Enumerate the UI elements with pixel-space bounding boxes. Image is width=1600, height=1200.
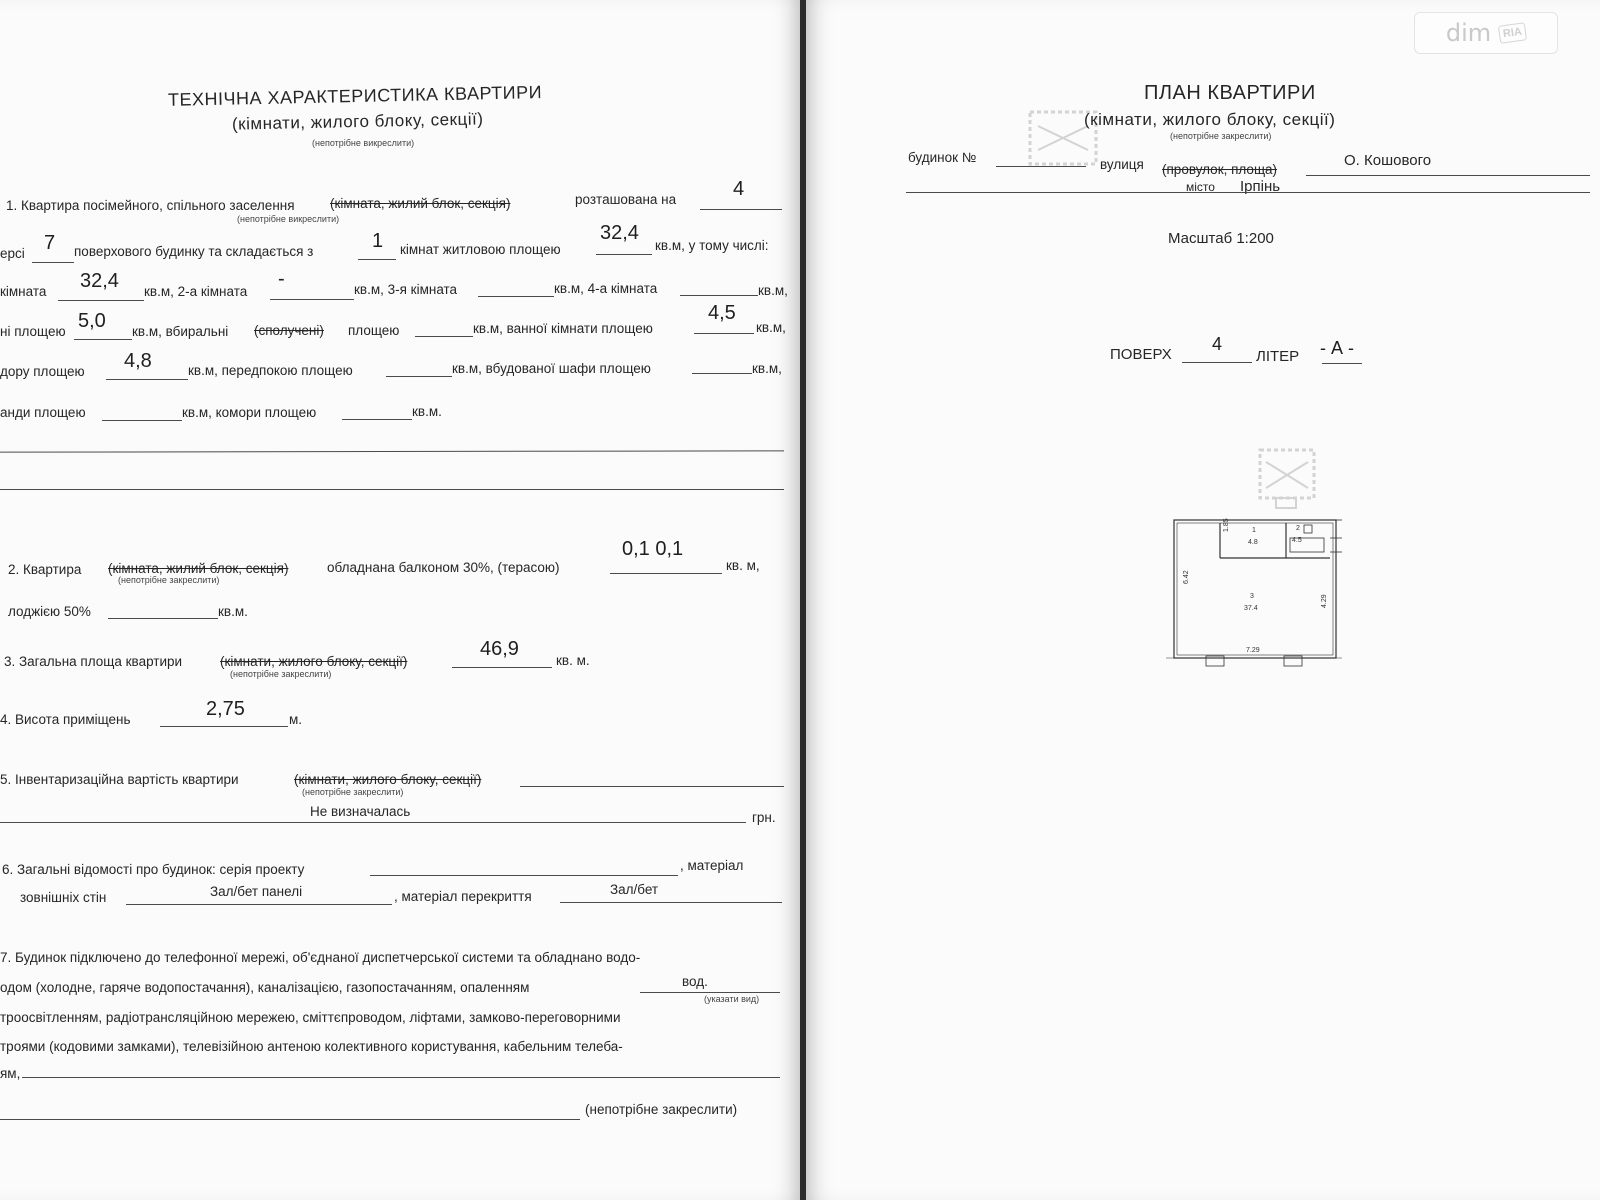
s7-heating-note: (указати вид) (704, 994, 760, 1004)
s3-note: (непотрібне закреслити) (230, 669, 332, 679)
s6-l1a: 6. Загальні відомості про будинок: серія проекту (2, 862, 305, 877)
s6-ceiling-value: Зал/бет (610, 882, 659, 897)
s1-l2a: ерсі (0, 246, 25, 261)
s7-line-1 (22, 1077, 780, 1078)
s1-l3b: кв.м, 2-а кімната (144, 284, 248, 299)
blank-line-1 (0, 450, 784, 452)
s7-l2: одом (холодне, гаряче водопостачання), каналізацією, газопостачанням, опаленням (0, 980, 530, 995)
s7-l5: ям, (0, 1066, 21, 1081)
s1-living-line (596, 254, 652, 255)
s1-wc-line (415, 336, 473, 337)
s1-l5c: кв.м, вбудованої шафи площею (452, 361, 651, 376)
s1-room2-value: - (278, 268, 285, 290)
s4-height-value: 2,75 (206, 698, 245, 720)
s2-note: (непотрібне закреслити) (118, 575, 220, 585)
s5-value: Не визначалась (310, 804, 411, 819)
plan-subtitle: (кімнати, жилого блоку, секції) (1084, 110, 1336, 129)
s2-l2b: кв.м. (218, 604, 248, 619)
s1-l5a: дору площею (0, 364, 85, 379)
dim-ria-watermark (1414, 12, 1558, 54)
s1-room2-line (270, 299, 354, 300)
floor-value: 4 (1212, 334, 1223, 354)
s7-heating-line (640, 992, 780, 993)
s1-storeys-value: 7 (44, 232, 56, 254)
liter-label: ЛІТЕР (1256, 348, 1300, 365)
s1-l4b: кв.м, вбиральні (132, 324, 229, 339)
street-value: О. Кошового (1344, 152, 1432, 169)
s1-floor-value: 4 (733, 178, 745, 200)
s1-wardrobe-line (692, 373, 752, 374)
s1-struck: (кімната, жилий блок, секція) (330, 196, 511, 211)
s1-bath-value: 4,5 (708, 302, 736, 324)
liter-value: - А - (1320, 338, 1354, 358)
liter-line (1322, 363, 1362, 364)
plan-dim-right: 4.29 (1321, 594, 1328, 608)
city-value: Ірпінь (1240, 178, 1281, 195)
s1-l3d: кв.м, 4-а кімната (554, 281, 658, 296)
s2-struck: (кімната, жилий блок, секція) (108, 561, 289, 576)
s1-kitchen-value: 5,0 (78, 310, 106, 332)
s1-storeroom-line (342, 419, 412, 420)
s1-note: (непотрібне викреслити) (237, 214, 340, 224)
street-line (1306, 175, 1590, 176)
s4-unit: м. (289, 712, 303, 727)
floor-line (1182, 362, 1252, 363)
s6-l2b: , матеріал перекриття (394, 889, 532, 904)
s6-l2a: зовнішніх стін (20, 890, 107, 905)
s2-loggia-line (108, 618, 218, 619)
s1-floor-line (700, 209, 782, 210)
s3-total-line (452, 667, 552, 668)
s1-l2c: кімнат житловою площею (400, 242, 561, 257)
plan-room1-no: 1 (1252, 527, 1256, 534)
s1-room4-line (680, 295, 758, 296)
s1-storeys-line (32, 262, 74, 263)
s2-suffix: обладнана балконом 30%, (терасою) (327, 560, 560, 575)
s1-l3a: кімната (0, 284, 47, 299)
s3-total-value: 46,9 (480, 638, 519, 660)
s5-line-1 (520, 786, 784, 787)
s2-balcony-line (610, 573, 722, 574)
s2-prefix: 2. Квартира (8, 562, 82, 577)
plan-room2-area: 4.5 (1292, 537, 1302, 544)
s1-room1-line (58, 300, 144, 301)
s1-l4c: площею (348, 323, 400, 338)
plan-room3-no: 3 (1250, 593, 1254, 600)
s1-l2d: кв.м, у тому числі: (655, 238, 769, 253)
s7-note: (непотрібне закреслити) (585, 1102, 738, 1117)
s1-l4e: кв.м, (756, 320, 786, 335)
s6-walls-line (126, 904, 392, 905)
floor-plan (1166, 512, 1342, 676)
s1-l4d: кв.м, ванної кімнати площею (473, 321, 653, 336)
plan-title: ПЛАН КВАРТИРИ (1144, 82, 1316, 104)
plan-stamp-icon (1254, 444, 1320, 512)
plan-room2-no: 2 (1296, 525, 1300, 532)
plan-room3-area: 37.4 (1244, 605, 1258, 612)
street-struck: (провулок, площа) (1162, 162, 1278, 177)
s1-corridor-value: 4,8 (124, 350, 152, 372)
s4-height-line (160, 726, 288, 727)
s1-l3e: кв.м, (758, 283, 788, 298)
s5-struck: (кімнати, жилого блоку, секції) (294, 772, 482, 787)
left-subtitle-note: (непотрібне викреслити) (312, 138, 415, 148)
s3-unit: кв. м. (556, 653, 590, 668)
s7-l4: троями (кодовими замками), телевізійною антеною колективного користування, кабельним телеба- (0, 1039, 623, 1054)
city-line (906, 192, 1590, 193)
s1-l6a: анди площею (0, 405, 86, 420)
plan-subtitle-note: (непотрібне закреслити) (1170, 131, 1272, 141)
blank-line-2 (0, 489, 784, 490)
s1-suffix: розташована на (575, 192, 677, 207)
s6-l1b: , матеріал (680, 858, 744, 873)
plan-dim-left: 6.42 (1183, 570, 1190, 584)
s1-rooms-line (358, 259, 396, 260)
plan-scale: Масштаб 1:200 (1168, 230, 1274, 247)
s1-veranda-line (102, 420, 182, 421)
left-title: ТЕХНІЧНА ХАРАКТЕРИСТИКА КВАРТИРИ (167, 82, 543, 110)
s1-room3-line (478, 296, 554, 297)
s7-l1: 7. Будинок підключено до телефонної мережі, об'єднаної диспетчерської системи та обладнано водо- (0, 950, 641, 965)
s1-kitchen-line (74, 339, 132, 340)
building-label: будинок № (908, 150, 977, 165)
watermark-dim-logo: dim (1445, 19, 1492, 47)
building-line (996, 166, 1086, 167)
plan-room1-area: 4.8 (1248, 539, 1258, 546)
plan-dim-bottom: 7.29 (1246, 647, 1260, 654)
s7-l3: троосвітленням, радіотрансляційною мережею, сміттєпроводом, ліфтами, замково-переговорними (0, 1010, 621, 1025)
s1-l5b: кв.м, передпокою площею (188, 363, 353, 378)
s2-l2a: лоджією 50% (8, 604, 91, 619)
s1-living-value: 32,4 (600, 222, 639, 244)
s5-note: (непотрібне закреслити) (302, 787, 404, 797)
s5-line-2 (0, 822, 746, 823)
s2-balcony-value: 0,1 0,1 (622, 538, 684, 560)
plan-dim-top-left: 1.85 (1223, 518, 1230, 532)
s1-l5d: кв.м, (752, 361, 782, 376)
s1-l6b: кв.м, комори площею (182, 405, 317, 420)
s2-unit: кв. м, (726, 558, 760, 573)
plan-sink (1304, 525, 1312, 533)
city-label: місто (1186, 180, 1215, 194)
floor-label: ПОВЕРХ (1110, 346, 1172, 363)
s5-unit: грн. (752, 810, 776, 825)
watermark-ria-logo: RIA (1498, 22, 1527, 44)
s1-l2b: поверхового будинку та складається з (74, 244, 314, 259)
s6-ceiling-line (560, 902, 782, 903)
s1-room1-value: 32,4 (80, 270, 119, 292)
s1-l4b-struck: (сполучені) (254, 323, 324, 338)
s1-prefix: 1. Квартира посімейного, спільного заселення (6, 198, 295, 213)
right-page (806, 0, 1600, 1200)
s1-rooms-value: 1 (372, 230, 384, 252)
s7-heating-value: вод. (682, 974, 708, 989)
s4-prefix: 4. Висота приміщень (0, 712, 131, 727)
left-subtitle: (кімнати, жилого блоку, секції) (231, 109, 484, 134)
s1-l6c: кв.м. (412, 404, 442, 419)
s1-hall-line (386, 376, 452, 377)
s1-l3c: кв.м, 3-я кімната (354, 282, 458, 297)
s1-corridor-line (106, 379, 188, 380)
s5-prefix: 5. Інвентаризаційна вартість квартири (0, 772, 239, 787)
s7-line-2 (0, 1119, 580, 1120)
s3-prefix: 3. Загальна площа квартири (4, 654, 183, 669)
s6-walls-value: Зал/бет панелі (210, 884, 303, 899)
s1-l4a: ні площею (0, 324, 66, 339)
s6-series-line (370, 875, 678, 876)
s3-struck: (кімнати, жилого блоку, секції) (220, 654, 408, 669)
street-label: вулиця (1100, 157, 1144, 172)
s1-bath-line (694, 333, 754, 334)
